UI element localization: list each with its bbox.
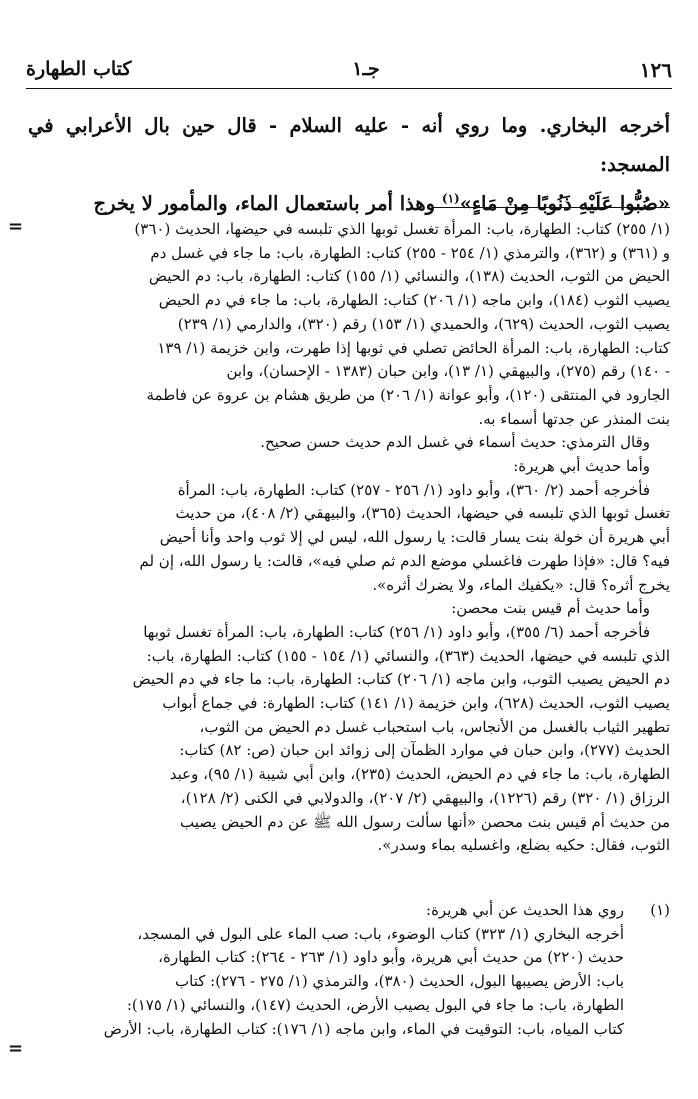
footnote-line: يصيب الثوب، الحديث (٦٢٩)، والحميدي (١/ ١٥٣) رقم (٣٢٠)، والدارمي (١/ ٢٣٩) [177,314,670,333]
running-header [26,58,672,86]
footnote-line: الجارود في المنتقى (١٢٠)، وأبو عوانة (١/ ٢٠٦) من طريق هشام بن عروة عن فاطمة [146,385,670,404]
footnote-line: الطهارة، باب: ما جاء في دم الحيض، الحديث (٢٣٥)، وابن أبي شيبة (١/ ٩٥)، وعبد [169,765,670,784]
continued-from-previous-mark: = [8,216,24,237]
hadith-quote: «صُبُّوا عَلَيْهِ ذَنُوبًا مِنْ مَاءٍ» [459,192,670,215]
footnote-line: كتاب المياه، باب: التوقيت في الماء، وابن ماجه (١/ ١٧٦): كتاب الطهارة، باب: الأرض [103,1019,624,1038]
footnote-line: الطهارة، باب: ما جاء في البول يصيب الأرض، الحديث (١٤٧)، والنسائي (١/ ١٧٥): [126,995,624,1014]
footnote-number: (١) [650,901,670,919]
footnote-line: فأخرجه أحمد (٢/ ٣٦٠)، وأبو داود (١/ ٢٥٦ - ٢٥٧) كتاب: الطهارة، باب: المرأة [177,480,650,499]
footnote-line: يصيب الثوب (١٨٤)، وابن ماجه (١/ ٢٠٦) كتاب: الطهارة، باب: ما جاء في دم الحيض [158,291,670,310]
footnote-line: الرزاق (١/ ٣٢٠) رقم (١٢٢٦)، والبيهقي (٢/ ٢٠٧)، والدولابي في الكنى (٢/ ١٢٨)، [180,788,670,807]
footnote-line: من حديث أم قيس بنت محصن «أنها سألت رسول الله ﷺ عن دم الحيض يصيب [180,812,670,831]
page-number: ١٢٦ [639,58,672,82]
header-divider [26,88,672,89]
footnote-line: دم الحيض يصيب الثوب، وابن ماجه (١/ ٢٠٦) كتاب: الطهارة، باب: ما جاء في دم الحيض [132,670,670,689]
footnote-line: بنت المنذر عن جدتها أسماء به. [478,409,670,428]
footnote-line: تغسل ثوبها الذي تلبسه في حيضها، الحديث (٣٦٥)، والبيهقي (٢/ ٤٠٨)، من حديث [175,504,670,523]
footnote-line: يخرج أثره؟ قال: «يكفيك الماء، ولا يضرك أثره». [372,575,670,594]
footnote-line: (١/ ٢٥٥) كتاب: الطهارة، باب: المرأة تغسل ثوبها الذي تلبسه في حيضها، الحديث (٣٦٠) [134,220,670,238]
footnote-line: وقال الترمذي: حديث أسماء في غسل الدم حديث حسن صحيح. [260,433,650,452]
footnote-line: تطهير الثياب بالغسل من الأنجاس، باب استحباب غسل دم الحيض من الثوب، [199,717,670,736]
volume-number: جـ١ [352,58,380,80]
footnote-heading: وأما حديث أبي هريرة: [513,457,650,476]
footnote-1 [40,899,670,1041]
footnote-line: كتاب: الطهارة، باب: المرأة الحائض تصلي في ثوبها إذا طهرت، وابن خزيمة (١/ ١٣٩ [157,338,670,357]
footnote-line: - ١٤٠) رقم (٢٧٥)، والبيهقي (١/ ١٣)، وابن حبان (١٣٨٣ - الإحسان)، وابن [226,362,670,381]
footnote-line: الذي تلبسه في حيضها، الحديث (٣٦٣)، والنسائي (١/ ١٥٤ - ١٥٥) كتاب: الطهارة، باب: [146,646,670,665]
footnote-body [40,899,624,1041]
footnote-reference: (١) [441,191,460,206]
continued-on-next-mark: = [8,1038,24,1059]
main-text-line: أخرجه البخاري. وما روي أنه - عليه السلام - قال حين بال الأعرابي في المسجد: [28,114,670,176]
footnotes [40,218,670,858]
footnote-heading: وأما حديث أم قيس بنت محصن: [451,599,650,618]
footnote-line: أخرجه البخاري (١/ ٣٢٣) كتاب الوضوء، باب: صب الماء على البول في المسجد، [137,924,624,943]
footnote-line: أبي هريرة أن خولة بنت يسار قالت: يا رسول الله، ليس لي إلا ثوب واحد وأنا أحيض [159,528,670,547]
footnote-line: و (٣٦١) و (٣٦٢)، والترمذي (١/ ٢٥٤ - ٢٥٥) كتاب: الطهارة، باب: ما جاء في غسل دم [150,243,670,262]
chapter-title: كتاب الطهارة [26,58,132,80]
footnote-line: باب: الأرض يصيبها البول، الحديث (٣٨٠)، والترمذي (١/ ٢٧٥ - ٢٧٦): كتاب [175,972,624,991]
footnote-line: فأخرجه أحمد (٦/ ٣٥٥)، وأبو داود (١/ ٢٥٦) كتاب: الطهارة، باب: المرأة تغسل ثوبها [143,622,650,641]
footnote-line: الحديث (٢٧٧)، وابن حبان في موارد الظمآن إلى زوائد ابن حبان (ص: ٨٢) كتاب: [179,741,670,760]
footnote-line: فيه؟ قال: «فإذا طهرت فاغسلي موضع الدم ثم صلي فيه»، قالت: يا رسول الله، إن لم [139,551,670,570]
footnote-divider [432,207,670,208]
footnote-heading: روي هذا الحديث عن أبي هريرة: [426,901,624,919]
main-text-continuation: وهذا أمر باستعمال الماء، والمأمور لا يخرج [93,192,442,215]
footnote-line: الثوب، فقال: حكيه بضلع، واغسليه بماء وسدر». [377,836,670,855]
footnote-line: حديث (٢٢٠) من حديث أبي هريرة، وأبو داود (١/ ٢٦٣ - ٢٦٤): كتاب الطهارة، [158,948,624,967]
footnote-line: الحيض من الثوب، الحديث (١٣٨)، والنسائي (١/ ١٥٥) كتاب: الطهارة، باب: دم الحيض [148,267,670,286]
main-text [28,106,670,223]
footnote-line: يصيب الثوب، الحديث (٦٢٨)، وابن خزيمة (١/ ١٤١) كتاب: الطهارة: في جماع أبواب [162,694,670,713]
